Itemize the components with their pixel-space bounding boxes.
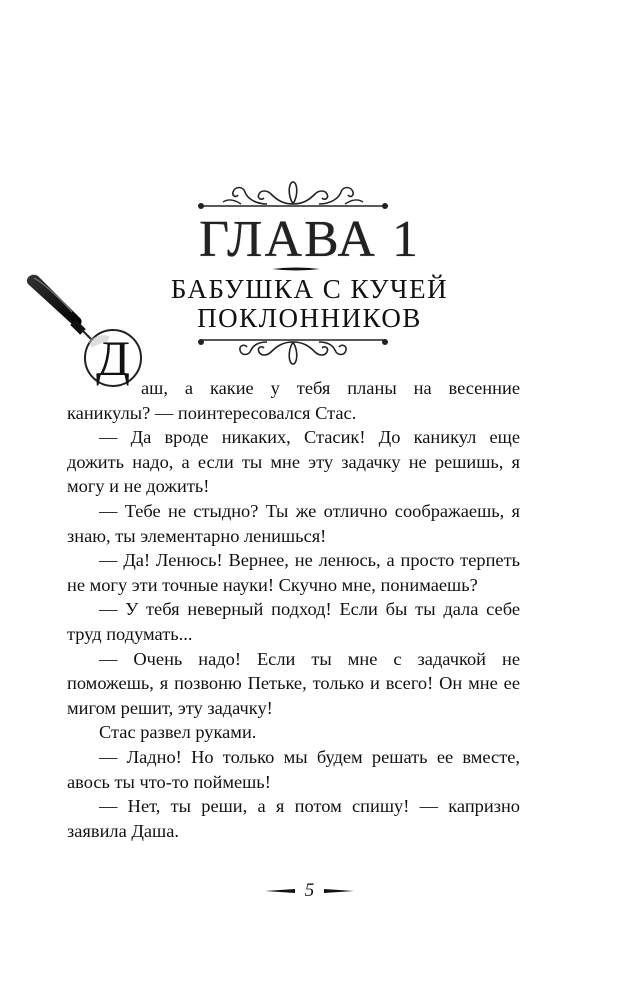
paragraph: Стас развел руками. (99, 722, 257, 743)
paragraph: — Очень надо! Если ты мне с задачкой не поможешь, я позвоню Петьке, только и всего! Он мне ее мигом решит, эту задачку! (67, 648, 520, 718)
page-number: 5 (304, 880, 315, 901)
chapter-title: ГЛАВА 1 (199, 211, 420, 268)
page-number-right-dash-icon (324, 889, 354, 893)
paragraph: — Да! Ленюсь! Вернее, не ленюсь, а просто терпеть не могу эти точные науки! Скучно мне, понимаешь? (67, 550, 520, 595)
body-text (67, 376, 520, 843)
paragraph: — Ладно! Но только мы будем решать ее вместе, авось ты что-то поймешь! (67, 746, 520, 792)
subtitle-line-2: ПОКЛОННИКОВ (197, 303, 422, 333)
paragraph: — У тебя неверный подход! Если бы ты дала себе труд подумать... (67, 599, 520, 644)
paragraph: аш, а какие у тебя планы на весенние каникулы? — поинтересовался Стас. (67, 378, 520, 423)
subtitle-line-1: БАБУШКА С КУЧЕЙ (170, 274, 449, 304)
paragraph: — Нет, ты реши, а я потом спишу! — капризно заявила Даша. (67, 796, 520, 841)
paragraph: — Тебе не стыдно? Ты же отлично соображаешь, я знаю, ты элементарно ленишься! (67, 500, 520, 546)
ornament-top-icon (195, 176, 391, 212)
page-number-left-dash-icon (265, 889, 295, 893)
title-divider-icon (272, 267, 320, 271)
page-footer (0, 880, 619, 910)
drop-cap-letter: Д (95, 330, 131, 386)
ornament-bottom-icon (195, 332, 391, 368)
paragraph: — Да вроде никаких, Стасик! До каникул еще дожить надо, а если ты мне эту задачку не решишь, я могу и не дожить! (67, 427, 520, 497)
